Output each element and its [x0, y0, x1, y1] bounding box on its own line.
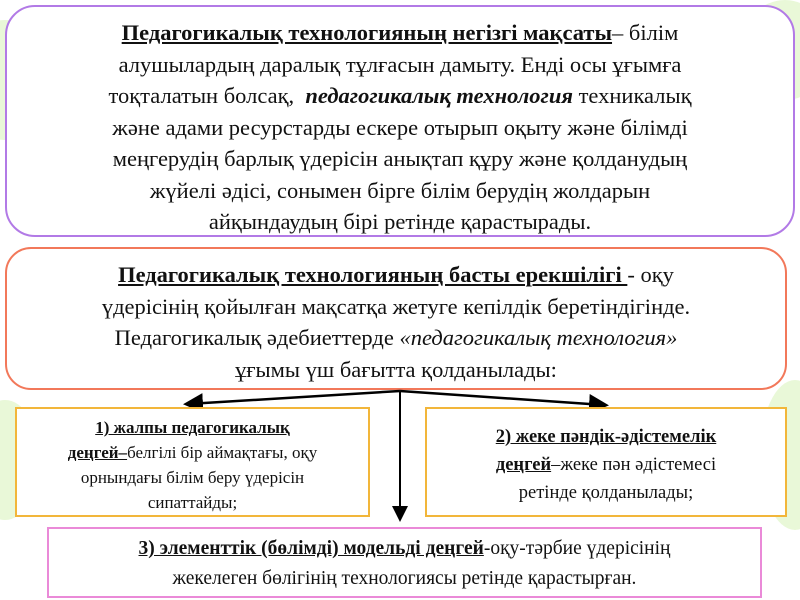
- text: - оқу: [627, 262, 674, 287]
- text-line: алушылардың даралық тұлғасын дамыту. Енді осы ұғымға: [118, 51, 682, 77]
- level1-box: [15, 407, 370, 517]
- level2-heading: 2) жеке пәндік-әдістемелік: [495, 427, 717, 447]
- text: – білім: [612, 20, 679, 45]
- text: –жеке пән әдістемесі: [551, 455, 717, 475]
- text: тоқталатын болсақ,: [108, 83, 306, 108]
- text-line: ұғымы үш бағытта қолданылады:: [235, 356, 557, 382]
- main-feature-heading: Педагогикалық технологияның басты ерекшілігі: [118, 262, 628, 287]
- emphasis-term: «педагогикалық технология»: [399, 325, 678, 350]
- level1-heading: деңгей–: [67, 443, 128, 462]
- text-line: меңгерудің барлық үдерісін анықтап құру және қолданудың: [112, 146, 688, 171]
- text: Педагогикалық әдебиеттерде: [114, 325, 400, 350]
- level1-heading: 1) жалпы педагогикалық: [95, 418, 290, 437]
- text-line: және адами ресурстарды ескере отырып оқыту және білімді: [112, 114, 688, 140]
- text-line: айқындаудың бірі ретінде қарастырады.: [208, 209, 592, 234]
- text-line: жүйелі әдісі, сонымен бірге білім берудің жолдарын: [149, 177, 651, 203]
- level3-heading: 3) элементтік (бөлімді) модельді деңгей: [138, 538, 484, 559]
- level2-box: [425, 407, 787, 517]
- main-goal-heading: Педагогикалық технологияның негізгі мақсаты: [121, 20, 613, 45]
- arrow-to-level1: [188, 391, 400, 404]
- text-line: жекелеген бөлігінің технологиясы ретінде қарастырған.: [172, 568, 637, 589]
- text: белгілі бір аймақтағы, оқу: [127, 443, 318, 462]
- text: -оқу-тәрбие үдерісінің: [483, 538, 671, 559]
- emphasis-term: педагогикалық технология: [305, 83, 573, 108]
- text: техникалық: [572, 83, 692, 108]
- text-line: сипаттайды;: [147, 493, 238, 512]
- level2-heading: деңгей: [495, 455, 552, 475]
- text-line: орнындағы білім беру үдерісін: [80, 468, 305, 487]
- text-line: үдерісінің қойылған мақсатқа жетуге кепілдік беретіндігінде.: [101, 293, 691, 319]
- level3-box: [47, 527, 762, 598]
- text-line: ретінде қолданылады;: [518, 483, 694, 503]
- arrow-to-level2: [400, 391, 604, 405]
